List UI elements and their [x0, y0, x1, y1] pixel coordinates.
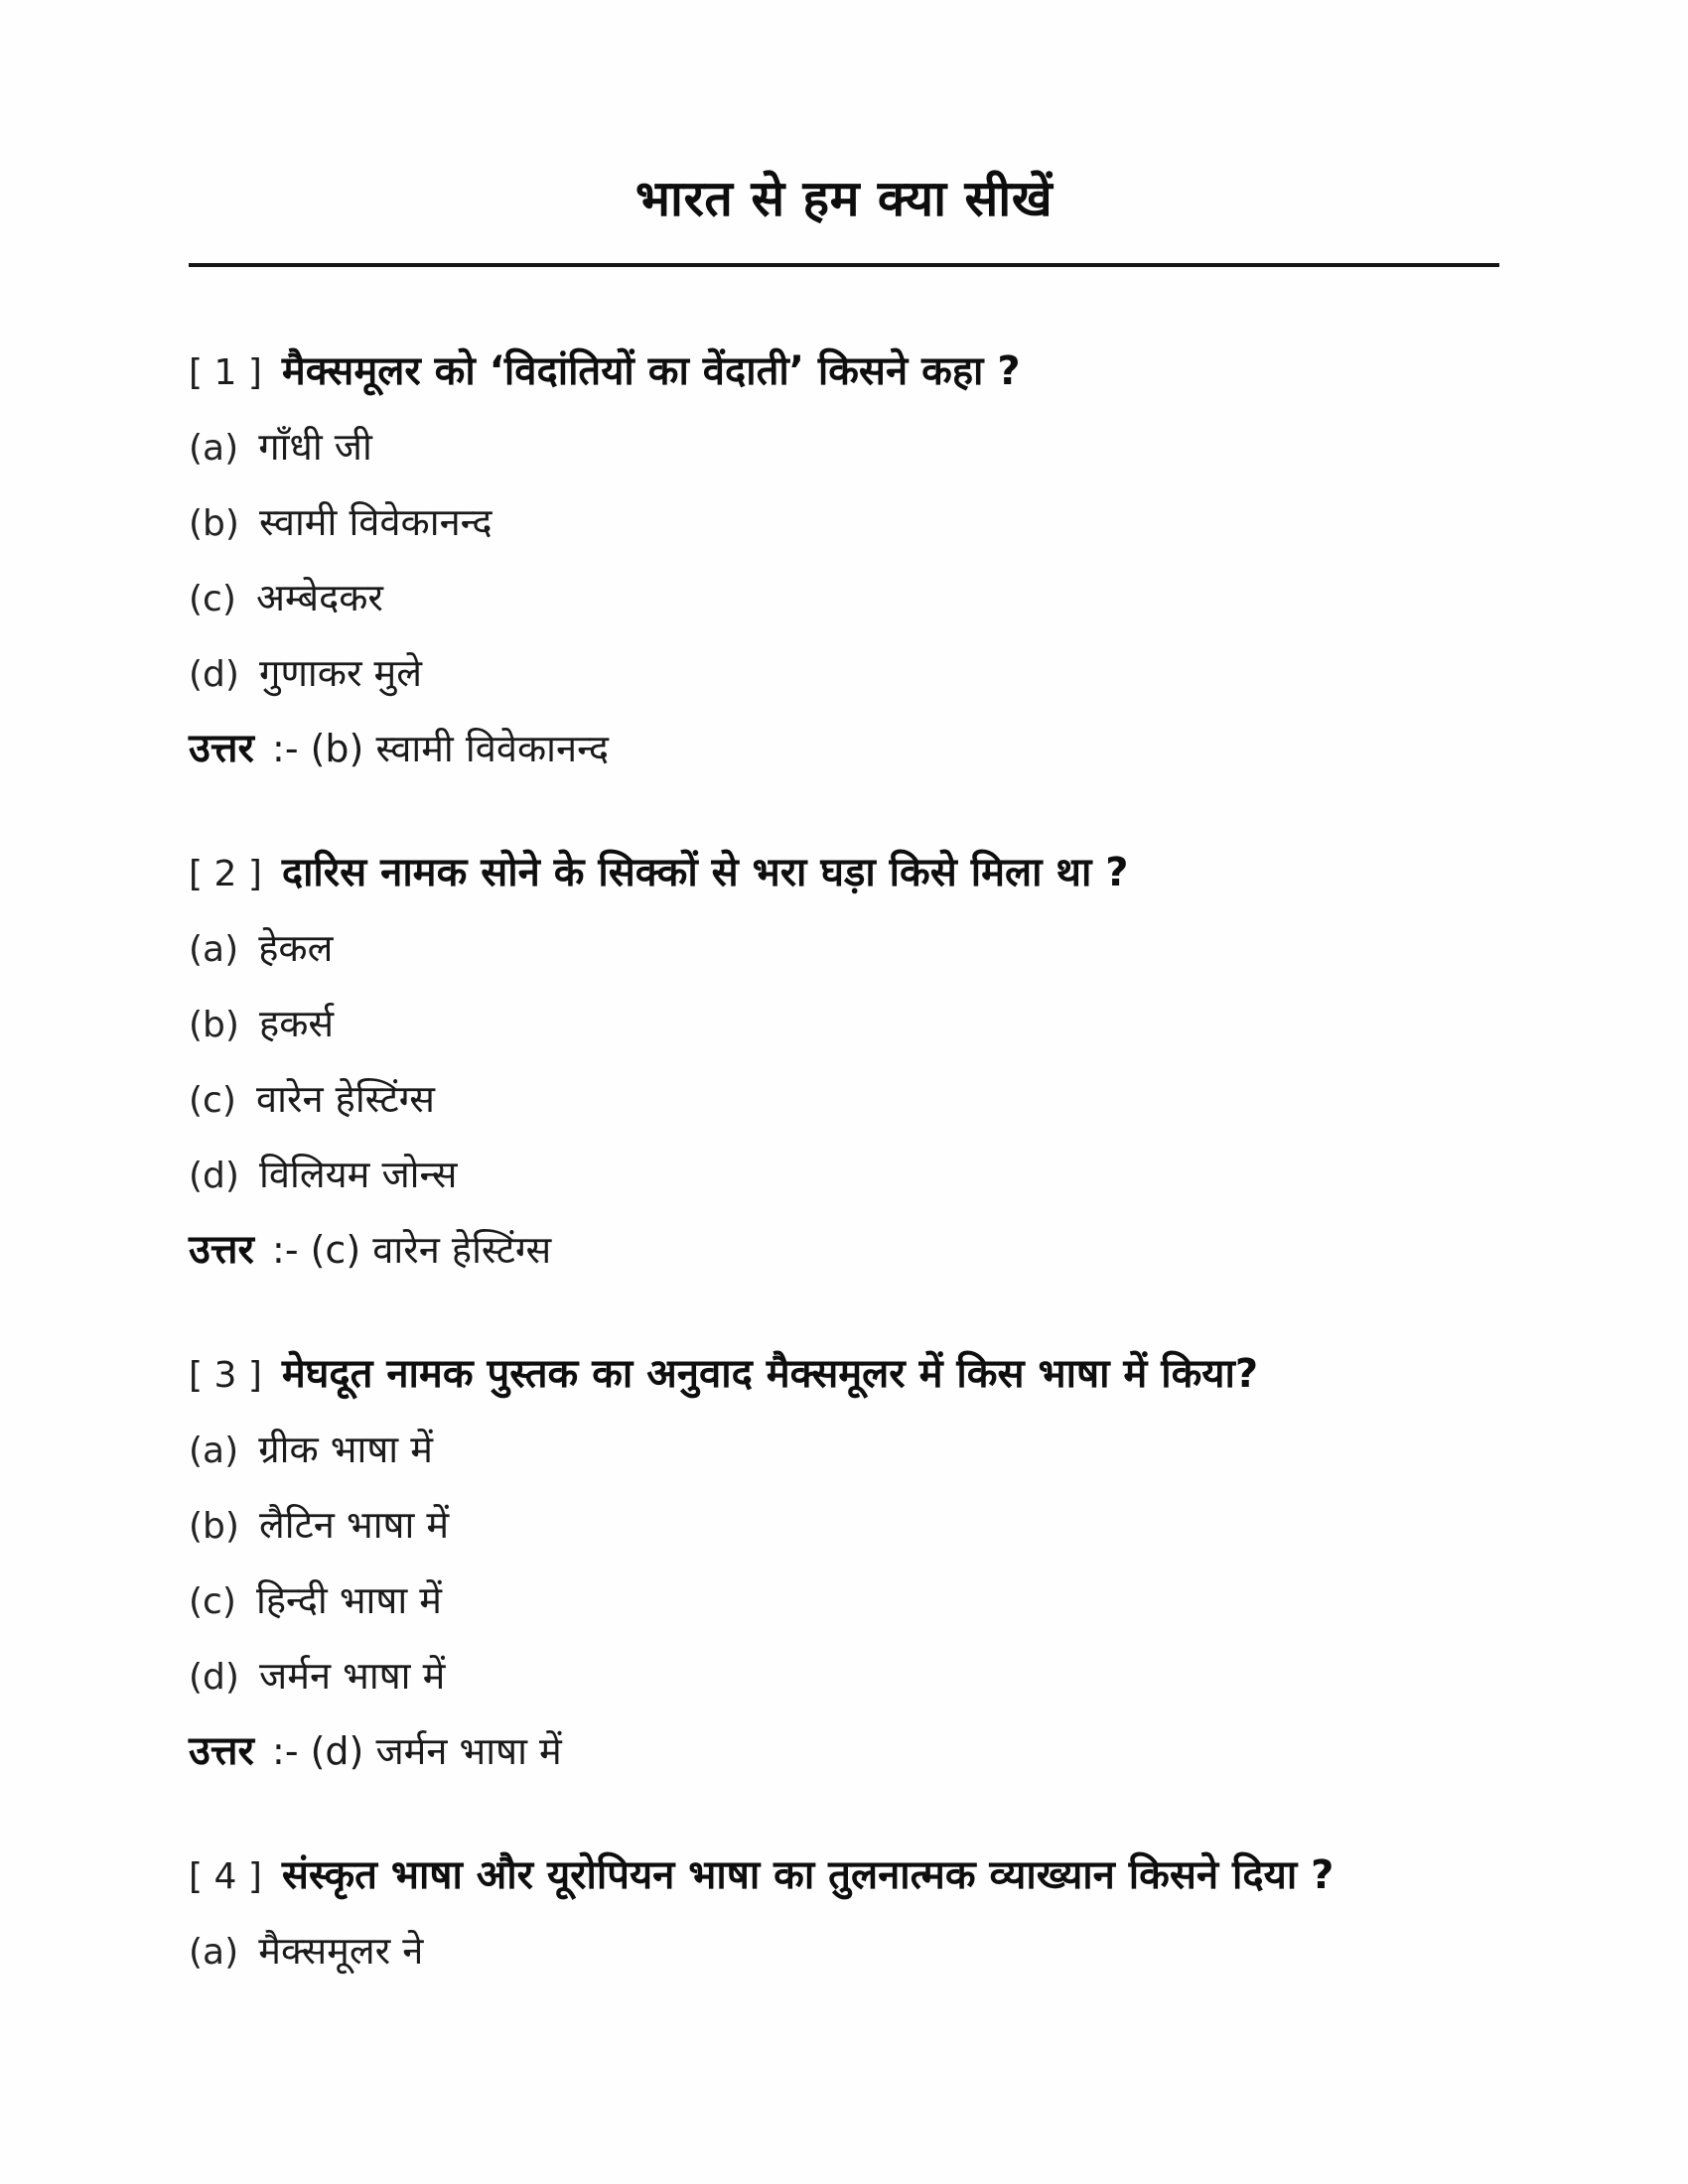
option-label: (a)	[189, 1431, 239, 1471]
answer-label: उत्तर	[189, 1227, 254, 1273]
question-number: [ 2 ]	[189, 854, 262, 894]
question-text: मेघदूत नामक पुस्तक का अनुवाद मैक्समूलर में किस भाषा में किया?	[281, 1351, 1259, 1397]
option-c	[189, 561, 1499, 636]
question-number: [ 3 ]	[189, 1355, 262, 1396]
question-block-2	[189, 836, 1499, 1288]
question-number: [ 4 ]	[189, 1856, 262, 1897]
option-text: मैक्समूलर ने	[258, 1929, 424, 1973]
option-text: ग्रीक भाषा में	[258, 1428, 433, 1471]
option-text: विलियम जोन्स	[259, 1153, 458, 1196]
option-a	[189, 1413, 1499, 1488]
option-a	[189, 410, 1499, 485]
option-text: गुणाकर मुले	[259, 651, 423, 695]
option-label: (a)	[189, 1932, 239, 1973]
answer-label: उत्तर	[189, 726, 254, 771]
option-text: गाँधी जी	[258, 425, 372, 469]
question-heading	[189, 335, 1499, 410]
option-label: (a)	[189, 428, 239, 469]
option-text: अम्बेदकर	[255, 576, 383, 619]
answer-value: :- (c) वारेन हेस्टिंग्स	[272, 1228, 552, 1272]
title-divider	[189, 263, 1499, 267]
option-label: (a)	[189, 929, 239, 970]
answer-value: :- (b) स्वामी विवेकानन्द	[272, 727, 609, 770]
question-text: संस्कृत भाषा और यूरोपियन भाषा का तुलनात्मक व्याख्यान किसने दिया ?	[281, 1852, 1335, 1898]
question-number: [ 1 ]	[189, 352, 262, 393]
option-label: (d)	[189, 654, 239, 695]
option-label: (b)	[189, 1506, 239, 1547]
answer-value: :- (d) जर्मन भाषा में	[272, 1729, 562, 1773]
option-text: स्वामी विवेकानन्द	[259, 500, 492, 544]
question-text: मैक्समूलर को ‘विदांतियों का वेंदाती’ किसने कहा ?	[281, 348, 1021, 394]
page-title: भारत से हम क्या सीखें	[634, 170, 1054, 227]
option-d	[189, 636, 1499, 712]
option-text: लैटिन भाषा में	[259, 1503, 450, 1547]
option-d	[189, 1138, 1499, 1213]
answer-line	[189, 712, 1499, 786]
option-label: (c)	[189, 579, 236, 619]
answer-line	[189, 1714, 1499, 1789]
answer-line	[189, 1213, 1499, 1288]
option-text: वारेन हेस्टिंग्स	[255, 1077, 435, 1121]
option-label: (d)	[189, 1156, 239, 1196]
option-b	[189, 1488, 1499, 1564]
option-label: (d)	[189, 1657, 239, 1698]
question-heading	[189, 1839, 1499, 1914]
option-text: हेकल	[258, 926, 334, 970]
option-a	[189, 1914, 1499, 1989]
option-c	[189, 1564, 1499, 1639]
question-heading	[189, 836, 1499, 911]
option-b	[189, 485, 1499, 561]
question-block-4	[189, 1839, 1499, 1989]
option-text: जर्मन भाषा में	[259, 1654, 446, 1698]
question-block-1	[189, 335, 1499, 786]
option-c	[189, 1062, 1499, 1138]
answer-label: उत्तर	[189, 1728, 254, 1774]
option-label: (b)	[189, 1005, 239, 1045]
question-text: दारिस नामक सोने के सिक्कों से भरा घड़ा किसे मिला था ?	[281, 850, 1129, 895]
option-text: हकर्स	[259, 1002, 335, 1045]
option-label: (b)	[189, 503, 239, 544]
option-text: हिन्दी भाषा में	[255, 1578, 443, 1622]
option-label: (c)	[189, 1581, 236, 1622]
option-a	[189, 911, 1499, 987]
question-heading	[189, 1337, 1499, 1413]
option-d	[189, 1639, 1499, 1714]
option-b	[189, 987, 1499, 1062]
question-block-3	[189, 1337, 1499, 1789]
option-label: (c)	[189, 1080, 236, 1121]
